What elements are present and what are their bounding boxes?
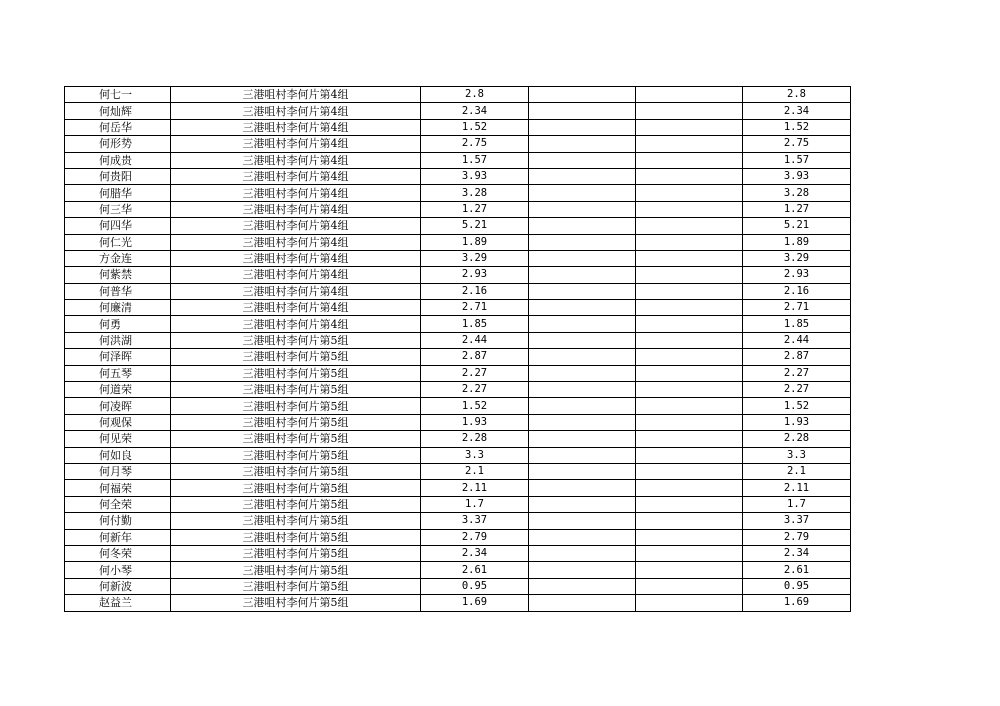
group-cell: 三港咀村李何片第5组 bbox=[171, 398, 421, 414]
table-row bbox=[65, 87, 851, 103]
group-cell: 三港咀村李何片第5组 bbox=[171, 545, 421, 561]
empty-cell bbox=[636, 431, 743, 447]
empty-cell bbox=[636, 300, 743, 316]
table-row bbox=[65, 234, 851, 250]
group-cell: 三港咀村李何片第5组 bbox=[171, 382, 421, 398]
total-cell: 2.75 bbox=[743, 136, 851, 152]
total-cell: 0.95 bbox=[743, 578, 851, 594]
table-row bbox=[65, 447, 851, 463]
empty-cell bbox=[636, 349, 743, 365]
empty-cell bbox=[529, 332, 636, 348]
table-row bbox=[65, 250, 851, 266]
value-cell: 2.44 bbox=[421, 332, 529, 348]
empty-cell bbox=[636, 463, 743, 479]
table-body bbox=[65, 87, 851, 612]
empty-cell bbox=[529, 316, 636, 332]
total-cell: 1.52 bbox=[743, 119, 851, 135]
table-row bbox=[65, 529, 851, 545]
group-cell: 三港咀村李何片第5组 bbox=[171, 496, 421, 512]
name-cell: 何见荣 bbox=[65, 431, 171, 447]
value-cell: 5.21 bbox=[421, 218, 529, 234]
empty-cell bbox=[636, 283, 743, 299]
value-cell: 0.95 bbox=[421, 578, 529, 594]
table-row bbox=[65, 513, 851, 529]
empty-cell bbox=[529, 234, 636, 250]
empty-cell bbox=[636, 152, 743, 168]
total-cell: 2.11 bbox=[743, 480, 851, 496]
group-cell: 三港咀村李何片第4组 bbox=[171, 267, 421, 283]
table-row bbox=[65, 595, 851, 611]
value-cell: 2.71 bbox=[421, 300, 529, 316]
empty-cell bbox=[636, 316, 743, 332]
group-cell: 三港咀村李何片第5组 bbox=[171, 529, 421, 545]
group-cell: 三港咀村李何片第5组 bbox=[171, 595, 421, 611]
value-cell: 1.7 bbox=[421, 496, 529, 512]
value-cell: 1.27 bbox=[421, 201, 529, 217]
total-cell: 1.93 bbox=[743, 414, 851, 430]
group-cell: 三港咀村李何片第4组 bbox=[171, 218, 421, 234]
group-cell: 三港咀村李何片第4组 bbox=[171, 316, 421, 332]
group-cell: 三港咀村李何片第5组 bbox=[171, 562, 421, 578]
name-cell: 何付勤 bbox=[65, 513, 171, 529]
empty-cell bbox=[636, 529, 743, 545]
total-cell: 2.8 bbox=[743, 87, 851, 103]
name-cell: 何凌晖 bbox=[65, 398, 171, 414]
empty-cell bbox=[529, 496, 636, 512]
empty-cell bbox=[529, 218, 636, 234]
group-cell: 三港咀村李何片第4组 bbox=[171, 283, 421, 299]
value-cell: 1.93 bbox=[421, 414, 529, 430]
name-cell: 何新年 bbox=[65, 529, 171, 545]
total-cell: 1.7 bbox=[743, 496, 851, 512]
name-cell: 何三华 bbox=[65, 201, 171, 217]
data-table bbox=[64, 86, 851, 612]
table-row bbox=[65, 136, 851, 152]
group-cell: 三港咀村李何片第4组 bbox=[171, 250, 421, 266]
group-cell: 三港咀村李何片第4组 bbox=[171, 152, 421, 168]
name-cell: 何如良 bbox=[65, 447, 171, 463]
name-cell: 何道荣 bbox=[65, 382, 171, 398]
table-row bbox=[65, 300, 851, 316]
value-cell: 1.69 bbox=[421, 595, 529, 611]
total-cell: 2.34 bbox=[743, 103, 851, 119]
group-cell: 三港咀村李何片第4组 bbox=[171, 185, 421, 201]
empty-cell bbox=[636, 382, 743, 398]
name-cell: 何小琴 bbox=[65, 562, 171, 578]
empty-cell bbox=[636, 250, 743, 266]
empty-cell bbox=[529, 365, 636, 381]
name-cell: 何七一 bbox=[65, 87, 171, 103]
value-cell: 1.57 bbox=[421, 152, 529, 168]
table-row bbox=[65, 201, 851, 217]
table-row bbox=[65, 545, 851, 561]
empty-cell bbox=[529, 513, 636, 529]
group-cell: 三港咀村李何片第5组 bbox=[171, 332, 421, 348]
table-row bbox=[65, 316, 851, 332]
empty-cell bbox=[636, 447, 743, 463]
table-row bbox=[65, 496, 851, 512]
group-cell: 三港咀村李何片第4组 bbox=[171, 300, 421, 316]
value-cell: 2.1 bbox=[421, 463, 529, 479]
total-cell: 2.71 bbox=[743, 300, 851, 316]
empty-cell bbox=[529, 431, 636, 447]
name-cell: 何仁光 bbox=[65, 234, 171, 250]
name-cell: 何全荣 bbox=[65, 496, 171, 512]
name-cell: 何观保 bbox=[65, 414, 171, 430]
empty-cell bbox=[529, 447, 636, 463]
total-cell: 2.1 bbox=[743, 463, 851, 479]
value-cell: 1.52 bbox=[421, 398, 529, 414]
total-cell: 2.16 bbox=[743, 283, 851, 299]
name-cell: 何新波 bbox=[65, 578, 171, 594]
empty-cell bbox=[529, 168, 636, 184]
table-row bbox=[65, 332, 851, 348]
value-cell: 3.3 bbox=[421, 447, 529, 463]
empty-cell bbox=[529, 283, 636, 299]
name-cell: 何五琴 bbox=[65, 365, 171, 381]
name-cell: 何形势 bbox=[65, 136, 171, 152]
empty-cell bbox=[529, 185, 636, 201]
empty-cell bbox=[636, 119, 743, 135]
table-row bbox=[65, 414, 851, 430]
empty-cell bbox=[529, 414, 636, 430]
name-cell: 何泽晖 bbox=[65, 349, 171, 365]
table-row bbox=[65, 562, 851, 578]
group-cell: 三港咀村李何片第5组 bbox=[171, 349, 421, 365]
value-cell: 2.61 bbox=[421, 562, 529, 578]
group-cell: 三港咀村李何片第4组 bbox=[171, 136, 421, 152]
empty-cell bbox=[529, 267, 636, 283]
total-cell: 3.29 bbox=[743, 250, 851, 266]
empty-cell bbox=[529, 382, 636, 398]
total-cell: 1.27 bbox=[743, 201, 851, 217]
value-cell: 2.27 bbox=[421, 365, 529, 381]
group-cell: 三港咀村李何片第4组 bbox=[171, 234, 421, 250]
value-cell: 2.27 bbox=[421, 382, 529, 398]
group-cell: 三港咀村李何片第4组 bbox=[171, 119, 421, 135]
empty-cell bbox=[636, 414, 743, 430]
total-cell: 2.34 bbox=[743, 545, 851, 561]
empty-cell bbox=[636, 365, 743, 381]
total-cell: 1.85 bbox=[743, 316, 851, 332]
value-cell: 3.93 bbox=[421, 168, 529, 184]
total-cell: 1.57 bbox=[743, 152, 851, 168]
empty-cell bbox=[529, 201, 636, 217]
value-cell: 2.75 bbox=[421, 136, 529, 152]
empty-cell bbox=[636, 595, 743, 611]
total-cell: 2.27 bbox=[743, 365, 851, 381]
group-cell: 三港咀村李何片第5组 bbox=[171, 513, 421, 529]
empty-cell bbox=[636, 87, 743, 103]
name-cell: 何冬荣 bbox=[65, 545, 171, 561]
table-row bbox=[65, 283, 851, 299]
table-row bbox=[65, 578, 851, 594]
total-cell: 3.93 bbox=[743, 168, 851, 184]
empty-cell bbox=[636, 201, 743, 217]
value-cell: 2.34 bbox=[421, 545, 529, 561]
value-cell: 2.79 bbox=[421, 529, 529, 545]
table-row bbox=[65, 398, 851, 414]
table-row bbox=[65, 463, 851, 479]
value-cell: 2.28 bbox=[421, 431, 529, 447]
total-cell: 2.93 bbox=[743, 267, 851, 283]
empty-cell bbox=[529, 562, 636, 578]
empty-cell bbox=[529, 136, 636, 152]
name-cell: 何福荣 bbox=[65, 480, 171, 496]
empty-cell bbox=[529, 578, 636, 594]
value-cell: 2.93 bbox=[421, 267, 529, 283]
empty-cell bbox=[636, 234, 743, 250]
value-cell: 2.16 bbox=[421, 283, 529, 299]
name-cell: 何四华 bbox=[65, 218, 171, 234]
empty-cell bbox=[636, 185, 743, 201]
empty-cell bbox=[529, 152, 636, 168]
empty-cell bbox=[529, 463, 636, 479]
empty-cell bbox=[529, 529, 636, 545]
value-cell: 3.37 bbox=[421, 513, 529, 529]
name-cell: 方金连 bbox=[65, 250, 171, 266]
table-row bbox=[65, 152, 851, 168]
group-cell: 三港咀村李何片第5组 bbox=[171, 463, 421, 479]
table-row bbox=[65, 365, 851, 381]
total-cell: 2.87 bbox=[743, 349, 851, 365]
empty-cell bbox=[529, 119, 636, 135]
total-cell: 2.61 bbox=[743, 562, 851, 578]
empty-cell bbox=[529, 103, 636, 119]
name-cell: 何月琴 bbox=[65, 463, 171, 479]
empty-cell bbox=[636, 513, 743, 529]
total-cell: 5.21 bbox=[743, 218, 851, 234]
empty-cell bbox=[636, 398, 743, 414]
empty-cell bbox=[636, 103, 743, 119]
group-cell: 三港咀村李何片第5组 bbox=[171, 447, 421, 463]
name-cell: 何洪湖 bbox=[65, 332, 171, 348]
empty-cell bbox=[529, 595, 636, 611]
total-cell: 1.89 bbox=[743, 234, 851, 250]
table-row bbox=[65, 103, 851, 119]
table-row bbox=[65, 218, 851, 234]
name-cell: 何腊华 bbox=[65, 185, 171, 201]
table-row bbox=[65, 431, 851, 447]
name-cell: 何成贵 bbox=[65, 152, 171, 168]
group-cell: 三港咀村李何片第4组 bbox=[171, 103, 421, 119]
empty-cell bbox=[529, 250, 636, 266]
value-cell: 2.87 bbox=[421, 349, 529, 365]
table-row bbox=[65, 168, 851, 184]
group-cell: 三港咀村李何片第4组 bbox=[171, 168, 421, 184]
empty-cell bbox=[636, 267, 743, 283]
name-cell: 何贵阳 bbox=[65, 168, 171, 184]
name-cell: 赵益兰 bbox=[65, 595, 171, 611]
total-cell: 2.44 bbox=[743, 332, 851, 348]
value-cell: 1.89 bbox=[421, 234, 529, 250]
total-cell: 1.52 bbox=[743, 398, 851, 414]
name-cell: 何灿辉 bbox=[65, 103, 171, 119]
table-row bbox=[65, 382, 851, 398]
table-row bbox=[65, 119, 851, 135]
empty-cell bbox=[636, 480, 743, 496]
total-cell: 2.27 bbox=[743, 382, 851, 398]
table-row bbox=[65, 349, 851, 365]
total-cell: 2.79 bbox=[743, 529, 851, 545]
group-cell: 三港咀村李何片第5组 bbox=[171, 414, 421, 430]
name-cell: 何勇 bbox=[65, 316, 171, 332]
value-cell: 3.29 bbox=[421, 250, 529, 266]
empty-cell bbox=[636, 496, 743, 512]
empty-cell bbox=[636, 545, 743, 561]
empty-cell bbox=[636, 578, 743, 594]
value-cell: 3.28 bbox=[421, 185, 529, 201]
empty-cell bbox=[529, 87, 636, 103]
value-cell: 1.52 bbox=[421, 119, 529, 135]
total-cell: 1.69 bbox=[743, 595, 851, 611]
empty-cell bbox=[636, 218, 743, 234]
empty-cell bbox=[636, 562, 743, 578]
empty-cell bbox=[529, 300, 636, 316]
group-cell: 三港咀村李何片第5组 bbox=[171, 578, 421, 594]
table-row bbox=[65, 185, 851, 201]
empty-cell bbox=[636, 168, 743, 184]
empty-cell bbox=[529, 349, 636, 365]
empty-cell bbox=[636, 136, 743, 152]
group-cell: 三港咀村李何片第5组 bbox=[171, 480, 421, 496]
value-cell: 2.11 bbox=[421, 480, 529, 496]
total-cell: 3.3 bbox=[743, 447, 851, 463]
name-cell: 何紫禁 bbox=[65, 267, 171, 283]
table-row bbox=[65, 480, 851, 496]
value-cell: 2.34 bbox=[421, 103, 529, 119]
group-cell: 三港咀村李何片第5组 bbox=[171, 431, 421, 447]
group-cell: 三港咀村李何片第5组 bbox=[171, 365, 421, 381]
total-cell: 2.28 bbox=[743, 431, 851, 447]
group-cell: 三港咀村李何片第4组 bbox=[171, 87, 421, 103]
value-cell: 1.85 bbox=[421, 316, 529, 332]
empty-cell bbox=[529, 480, 636, 496]
total-cell: 3.37 bbox=[743, 513, 851, 529]
table-row bbox=[65, 267, 851, 283]
name-cell: 何廉清 bbox=[65, 300, 171, 316]
total-cell: 3.28 bbox=[743, 185, 851, 201]
value-cell: 2.8 bbox=[421, 87, 529, 103]
name-cell: 何普华 bbox=[65, 283, 171, 299]
group-cell: 三港咀村李何片第4组 bbox=[171, 201, 421, 217]
name-cell: 何岳华 bbox=[65, 119, 171, 135]
empty-cell bbox=[529, 398, 636, 414]
empty-cell bbox=[529, 545, 636, 561]
empty-cell bbox=[636, 332, 743, 348]
